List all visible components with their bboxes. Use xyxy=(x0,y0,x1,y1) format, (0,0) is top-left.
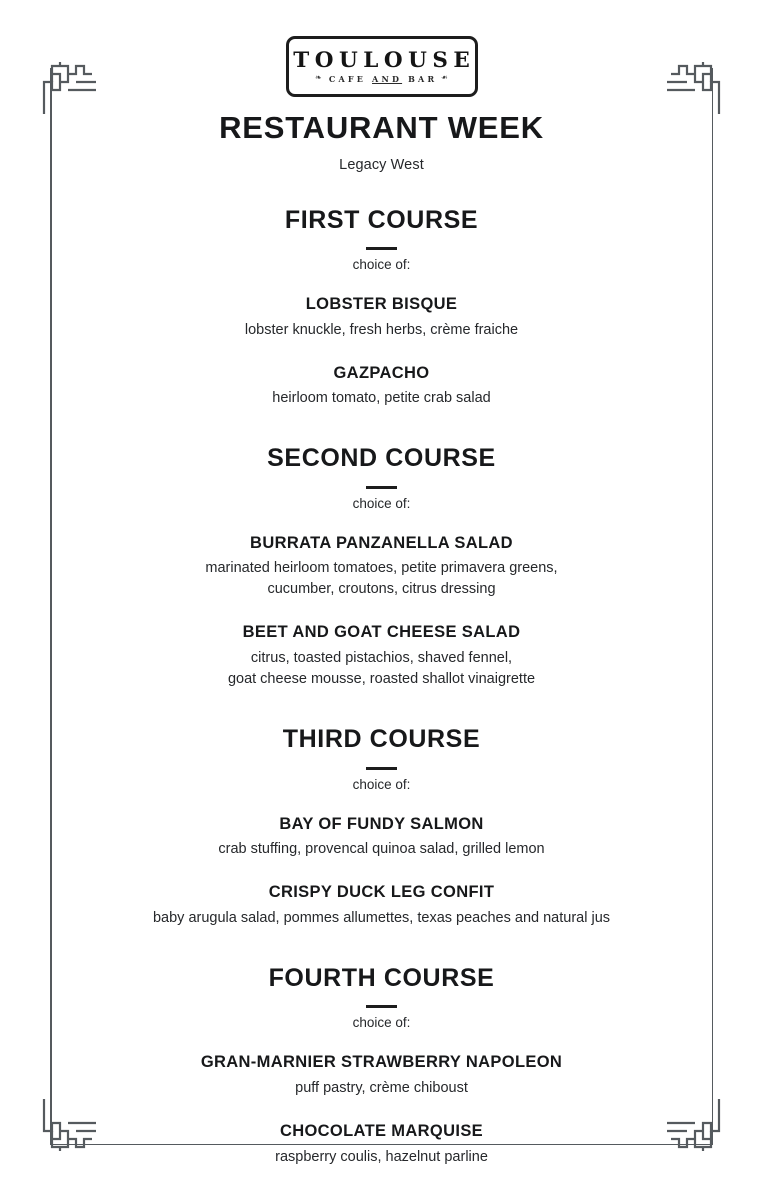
logo-tagline-text xyxy=(326,75,438,83)
menu-item-description xyxy=(0,320,763,341)
menu-item-description-line: puff pastry, crème chiboust xyxy=(295,1080,468,1097)
menu-item-description-line: baby arugula salad, pommes allumettes, texas peaches and natural jus xyxy=(152,909,611,926)
menu-item xyxy=(0,622,763,690)
menu-item xyxy=(0,533,763,601)
menu-item-name: CHOCOLATE MARQUISE xyxy=(279,1122,484,1141)
course-heading: FIRST COURSE xyxy=(284,205,479,234)
logo-tagline-bar: BAR xyxy=(402,73,438,84)
menu-item-description-line: cucumber, croutons, citrus dressing xyxy=(267,581,496,598)
menu-item-description xyxy=(0,839,763,860)
course-section xyxy=(0,445,763,690)
course-choice-label: choice of: xyxy=(352,776,411,792)
course-divider xyxy=(366,767,397,770)
menu-item-description-line: goat cheese mousse, roasted shallot vinaigrette xyxy=(227,671,536,688)
flourish-right-icon: ❧ xyxy=(441,72,448,82)
restaurant-logo xyxy=(286,36,478,97)
logo-tagline-cafe: CAFE xyxy=(328,73,373,84)
menu-item-description-line: crab stuffing, provencal quinoa salad, grilled lemon xyxy=(218,841,545,858)
course-heading: FOURTH COURSE xyxy=(268,963,495,992)
menu-item xyxy=(0,363,763,410)
course-choice-label: choice of: xyxy=(352,495,411,511)
menu-item xyxy=(0,1052,763,1099)
menu-item-name: CRISPY DUCK LEG CONFIT xyxy=(268,883,495,902)
menu-item xyxy=(0,882,763,929)
page-subtitle: Legacy West xyxy=(339,156,424,173)
menu-item-description xyxy=(0,388,763,409)
flourish-left-icon: ❧ xyxy=(315,72,322,82)
menu-item-name: LOBSTER BISQUE xyxy=(305,295,458,314)
menu-item-description-line: lobster knuckle, fresh herbs, crème fraiche xyxy=(244,321,519,338)
menu-item xyxy=(0,294,763,341)
menu-item-description xyxy=(0,1147,763,1168)
course-section xyxy=(0,726,763,929)
menu-item-description xyxy=(0,648,763,690)
course-choice-label: choice of: xyxy=(352,257,411,273)
menu-item-name: GRAN-MARNIER STRAWBERRY NAPOLEON xyxy=(200,1053,563,1072)
menu-item-description xyxy=(0,558,763,600)
logo-tagline xyxy=(315,72,448,84)
course-heading: SECOND COURSE xyxy=(267,444,496,473)
course-section xyxy=(0,207,763,410)
menu-item-name: BAY OF FUNDY SALMON xyxy=(279,814,484,833)
menu-item-name: GAZPACHO xyxy=(333,363,430,382)
course-divider xyxy=(366,247,397,250)
course-divider xyxy=(366,486,397,489)
course-heading: THIRD COURSE xyxy=(282,725,481,754)
menu-item-description xyxy=(0,1078,763,1099)
course-choice-label: choice of: xyxy=(352,1015,411,1031)
menu-item-description xyxy=(0,908,763,929)
menu-item-name: BEET AND GOAT CHEESE SALAD xyxy=(242,623,521,642)
menu-item xyxy=(0,814,763,861)
menu-item-description-line: marinated heirloom tomatoes, petite primavera greens, xyxy=(205,560,558,577)
page-title: RESTAURANT WEEK xyxy=(219,110,544,145)
menu-item-description-line: citrus, toasted pistachios, shaved fennel, xyxy=(250,650,513,667)
course-section xyxy=(0,965,763,1168)
course-divider xyxy=(366,1005,397,1008)
logo-wordmark: TOULOUSE xyxy=(293,48,476,74)
menu-item-name: BURRATA PANZANELLA SALAD xyxy=(250,533,513,552)
menu-item-description-line: heirloom tomato, petite crab salad xyxy=(272,390,491,407)
menu-item-description-line: raspberry coulis, hazelnut parline xyxy=(275,1148,488,1165)
menu-item xyxy=(0,1121,763,1168)
logo-tagline-and: AND xyxy=(372,73,403,84)
course-list xyxy=(0,207,763,1168)
